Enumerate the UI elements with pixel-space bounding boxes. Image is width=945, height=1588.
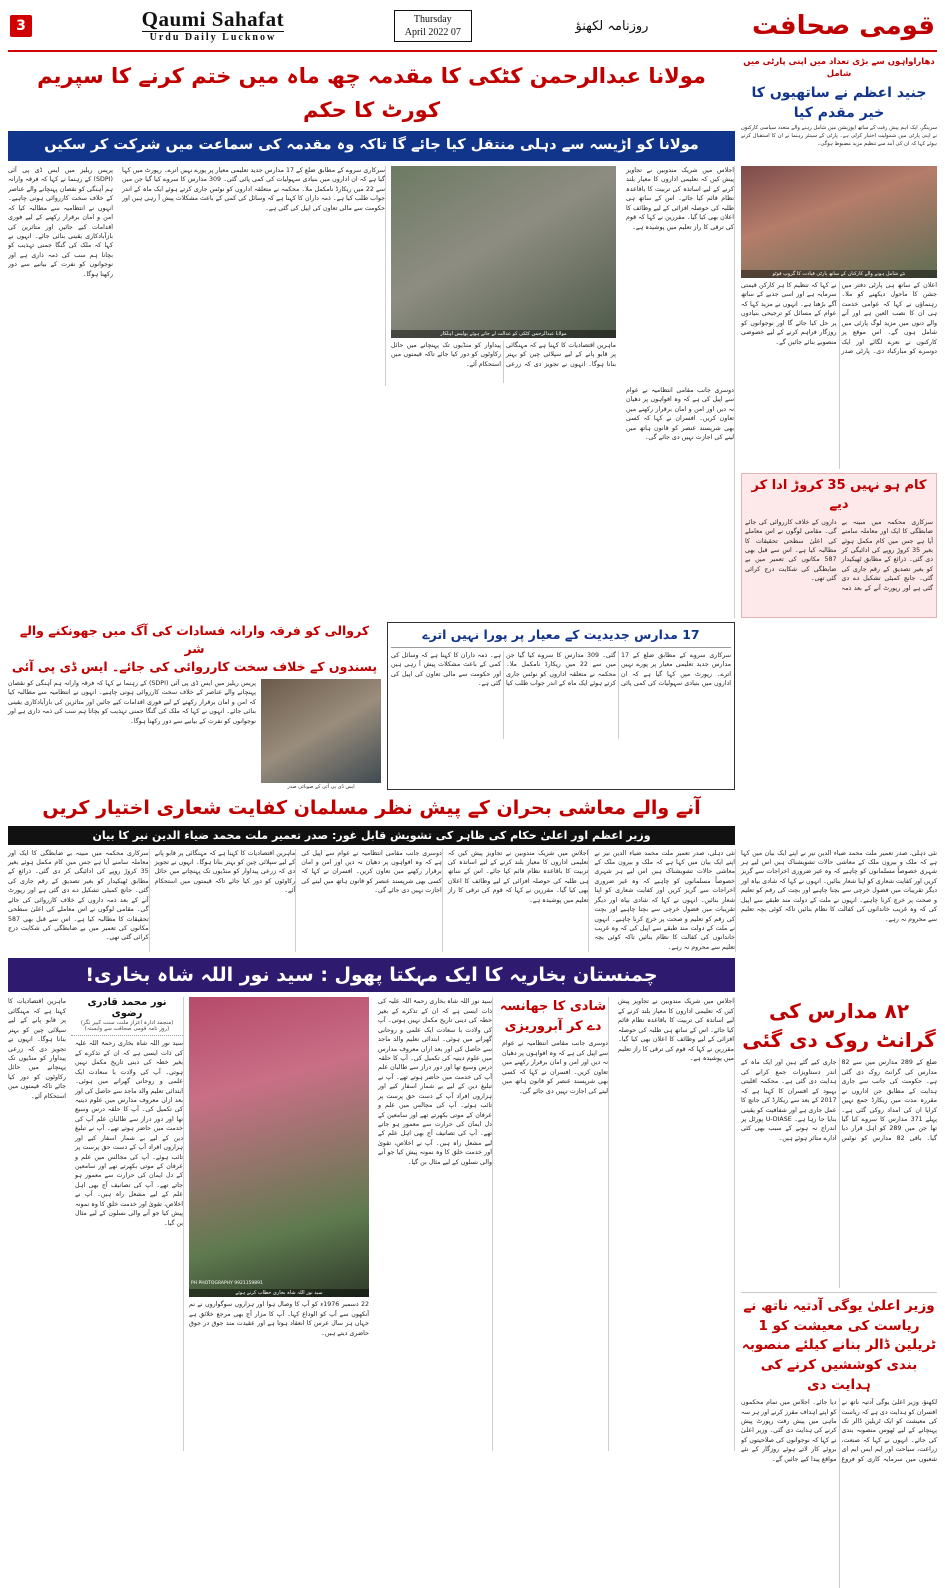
masthead-date-full: 07 April 2022 <box>404 27 461 38</box>
feature-col-6-text: اجلاس میں شریک مندوبین نے تجاویز پیش کیں کہ تعلیمی اداروں کا معیار بلند کرنے کے لیے اساتذہ کی تربیت کا باقاعدہ نظام قائم کیا جائے۔ اس کے ساتھ ہی طلبہ کی حوصلہ افزائی کے لیے وظائف کا اعلان بھی کیا گیا۔ مقررین نے کہا کہ قوم کی ترقی کا راز تعلیم میں پوشیدہ ہے۔ <box>618 998 734 1062</box>
story-economy-col-5: ماہرین اقتصادیات کا کہنا ہے کہ مہنگائی پر قابو پانے کے لیے سپلائی چین کو بہتر بنانا ہوگا۔ انہوں نے تجویز دی کہ زرعی پیداوار کو منڈیوں تک پہنچانے میں حائل رکاوٹوں کو دور کیا جائے تاکہ قیمتوں میں استحکام آئے۔ <box>155 849 297 953</box>
party-joining-photo-caption: نئے شامل ہونے والے کارکنان کے ساتھ پارٹی قیادت کا گروپ فوٹو <box>741 270 937 278</box>
story-karwali-headline-1: کروالی کو فرقہ وارانہ فسادات کی آگ میں جھونکنے والے شر <box>19 622 370 656</box>
story-economy-block <box>8 795 937 952</box>
story-crore-headline: کام ہو نہیں 35 کروڑ ادا کر دیے <box>751 477 927 512</box>
feature-col-last-text: ماہرین اقتصادیات کا کہنا ہے کہ مہنگائی پر قابو پانے کے لیے سپلائی چین کو بہتر بنانا ہوگا۔ انہوں نے تجویز دی کہ زرعی پیداوار کو منڈیوں تک پہنچانے میں حائل رکاوٹوں کو دور کیا جائے تاکہ قیمتوں میں استحکام آئے۔ <box>8 998 66 1100</box>
sdpi-leader-photo-caption: ایس ڈی پی آئی کے صوبائی صدر <box>287 784 355 790</box>
story-top-left-subtext: سرینگر، ایک اہم پیش رفت کے ساتھ اپوزیشن میں شامل رہنے والے متعدد سیاسی کارکنوں نے اپنی پارٹی میں شمولیت اختیار کرلی ہے۔ پارٹی کے سینئر رہنما نے ان کا استقبال کرتے ہوئے کہا کہ ان کی آمد سے تنظیم مزید مضبوط ہوگی۔ <box>741 125 937 147</box>
feature-col-5-text: دوسری جانب مقامی انتظامیہ نے عوام سے اپیل کی ہے کہ وہ افواہوں پر دھیان نہ دیں اور امن و امان برقرار رکھنے میں تعاون کریں۔ افسران نے کہا کہ کسی بھی شرپسند عنصر کو قانون ہاتھ میں لینے کی اجازت نہیں دی جائے گی۔ <box>502 1040 608 1095</box>
story-madaris17-box <box>387 622 735 790</box>
feature-col-4-text: سید نور اللہ شاہ بخاری رحمۃ اللہ علیہ کی ذات ایسی ہے کہ ان کے تذکرے کے بغیر خطہ کی دینی تاریخ مکمل نہیں ہوتی۔ آپ کی ولادت با سعادت ایک علمی و روحانی گھرانے میں ہوئی۔ ابتدائی تعلیم والد ماجد سے حاصل کی اور بعد ازاں معروف مدارس میں علوم دینیہ کی تکمیل کی۔ آپ کا حلقہ درس وسیع تھا اور دور دراز سے طالبان علم آپ کی خدمت میں حاضر ہوتے تھے۔ آپ نے تبلیغ دین کے لیے بے شمار اسفار کیے اور ہزاروں افراد آپ کے دست حق پرست پر تائب ہوئے۔ آپ کی مجالس میں علم و عرفان کے موتی بکھرتے تھے اور سامعین کے دل ایمان کی حرارت سے معمور ہو جاتے تھے۔ آپ کی تصانیف آج بھی اہل علم کے لیے مشعل راہ ہیں۔ آپ نے اخلاص، تقویٰ اور خدمت خلق کا وہ نمونہ پیش کیا جو آنے والی نسلوں کے لیے مثال بن گیا۔ <box>378 998 492 1166</box>
story-top-left-body: اعلان کے ساتھ ہی پارٹی دفتر میں جشن کا ماحول دیکھنے کو ملا۔ رہنماؤں نے کہا کہ عوامی خدمت ہی ان کا نصب العین ہے اور آنے والے دنوں میں مزید لوگ پارٹی میں شامل ہوں گے۔ اس موقع پر کارکنوں نے نعرے لگائے اور ایک دوسرے کو مبارکباد دی۔ پارٹی صدر نے کہا کہ تنظیم کا ہر کارکن قیمتی سرمایہ ہے اور اسی جذبے کے ساتھ آگے بڑھنا ہے۔ انہوں نے مزید کہا کہ عوام کے مسائل کو ترجیحی بنیادوں پر حل کیا جائے گا اور نوجوانوں کو روزگار فراہم کرنے کے لیے خصوصی منصوبے بنائے جائیں گے۔ <box>741 281 937 355</box>
feature-col-head-shadi: شادی کا جھانسہ دے کر آبروریزی <box>499 999 607 1034</box>
lead-body-col-4: اجلاس میں شریک مندوبین نے تجاویز پیش کیں کہ تعلیمی اداروں کا معیار بلند کرنے کے لیے اساتذہ کی تربیت کا باقاعدہ نظام قائم کیا جائے۔ اس کے ساتھ ہی طلبہ کی حوصلہ افزائی کے لیے وظائف کا اعلان بھی کیا گیا۔ مقررین نے کہا کہ قوم کی ترقی کا راز تعلیم میں پوشیدہ ہے۔ <box>626 166 734 231</box>
story-economy-col-left: نئی دہلی، صدر تعمیر ملت محمد ضیاء الدین نیر نے اپنے ایک بیان میں کہا ہے کہ ملک و بیرون ملک کے معاشی حالات تشویشناک ہیں اس لیے ہر شہری خصوصاً مسلمانوں کو چاہیے کہ وہ غیر ضروری اخراجات سے گریز کریں اور کفایت شعاری کو اپنا شعار بنائیں۔ انہوں نے کہا کہ شادی بیاہ اور دیگر تقریبات میں فضول خرچی سے بچنا چاہیے اور بچت کی رقم کو تعلیم و صحت پر خرچ کرنا چاہیے۔ انہوں نے ملت کے دولت مند طبقے سے اپیل کی کہ وہ غریب خاندانوں کی کفالت کا نظام بنائیں تاکہ کوئی بچہ تعلیم سے محروم نہ رہے۔ <box>741 849 937 923</box>
story-82-body: ضلع کے 289 مدارس میں سے 82 مدارس کی گرانٹ روک دی گئی ہے۔ حکومت کی جانب سے جاری ہدایت کے مطابق جن اداروں نے مقررہ مدت میں ریکارڈ جمع نہیں کرایا ان کی امداد روکی گئی ہے۔ پہلے 371 مدارس کا سروے کیا گیا تھا جن میں 289 کو اہل قرار دیا گیا۔ باقی 82 مدارس کو نوٹس جاری کیے گئے ہیں اور ایک ماہ کے اندر دستاویزات جمع کرانے کی ہدایت دی گئی ہے۔ محکمہ اقلیتی بہبود کے افسران کا کہنا ہے کہ 2017 کے بعد سے ریکارڈ کی جانچ کا عمل جاری ہے اور شفافیت کو یقینی بنایا جا رہا ہے۔ U-DIASE پورٹل پر اندراج نہ ہونے کے سبب بھی کئی ادارے متاثر ہوئے ہیں۔ <box>741 1059 937 1142</box>
court-escort-photo-caption: مولانا عبدالرحمن کٹکی کو عدالت لے جاتے ہوئے پولیس اہلکار <box>391 330 616 338</box>
lead-body-under-photo: ماہرین اقتصادیات کا کہنا ہے کہ مہنگائی پر قابو پانے کے لیے سپلائی چین کو بہتر بنانا ہوگا۔ انہوں نے تجویز دی کہ زرعی پیداوار کو منڈیوں تک پہنچانے میں حائل رکاوٹوں کو دور کیا جائے تاکہ قیمتوں میں استحکام آئے۔ <box>391 341 616 368</box>
feature-author-sub2: (روز نامہ قومی صحافت سے وابستہ) <box>84 1026 170 1033</box>
story-karwali-block <box>8 622 381 790</box>
story-karwali-body: پریس ریلیز میں ایس ڈی پی آئی (SDPI) کے رہنما نے کہا کہ فرقہ وارانہ ہم آہنگی کو نقصان پہنچانے والے عناصر کے خلاف سخت کارروائی ہونی چاہیے۔ انہوں نے انتظامیہ سے مطالبہ کیا کہ امن و امان برقرار رکھنے کے لیے فوری اقدامات کیے جائیں اور متاثرین کی بازآبادکاری یقینی بنائی جائے۔ انہوں نے کہا کہ ملک کی گنگا جمنی تہذیب کو بچانا ہم سب کی ذمہ داری ہے اور نوجوانوں کو نفرت کے بیانیے سے دور رکھنا ہوگا۔ <box>8 680 257 725</box>
lead-body-col-4b: دوسری جانب مقامی انتظامیہ نے عوام سے اپیل کی ہے کہ وہ افواہوں پر دھیان نہ دیں اور امن و امان برقرار رکھنے میں تعاون کریں۔ افسران نے کہا کہ کسی بھی شرپسند عنصر کو قانون ہاتھ میں لینے کی اجازت نہیں دی جائے گی۔ <box>626 386 734 442</box>
bukhari-speech-photo-caption: سید نور اللہ شاہ بخاری خطاب کرتے ہوئے <box>189 1289 369 1297</box>
feature-col-6 <box>614 997 735 1451</box>
feature-col-5 <box>498 997 609 1451</box>
story-top-left-kicker: دھاراواہوں سے بڑی تعداد میں اپنی پارٹی میں شامل <box>743 57 935 80</box>
story-economy-col-6: سرکاری محکمہ میں مبینہ بے ضابطگی کا ایک اور معاملہ سامنے آیا ہے جس میں کام مکمل ہوئے بغیر 35 کروڑ روپے کی ادائیگی کر دی گئی۔ ذرائع کے مطابق ٹھیکیدار کو بغیر تصدیق کے رقم جاری کی گئی۔ جانچ کمیٹی تشکیل دے دی گئی ہے اور رپورٹ آنے کے بعد ذمہ داروں کے خلاف کارروائی کی جائے گی۔ مقامی لوگوں نے اس معاملے کی اعلیٰ سطحی تحقیقات کا مطالبہ کیا ہے۔ اس سے قبل بھی 587 مکانوں کی تعمیر میں بے ضابطگی کی شکایت درج کرائی گئی تھی۔ <box>8 849 150 953</box>
story-cm-headline: وزیر اعلیٰ یوگی آدتیہ ناتھ نے ریاست کی معیشت کو 1 ٹریلین ڈالر بنانے کیلئے منصوبہ بندی کوششیں کرنے کی ہدایت دی <box>741 1298 937 1393</box>
masthead-brand-title: Qaumi Sahafat <box>141 7 285 32</box>
story-82-headline: ۸۲ مدارس کی گرانٹ روک دی گئی <box>742 999 936 1053</box>
masthead-brand-english <box>142 8 284 44</box>
story-karwali-headline-2: پسندوں کے خلاف سخت کارروائی کی جائے۔ ایس ڈی پی آئی <box>11 658 378 674</box>
feature-col-4 <box>374 997 493 1451</box>
photo-watermark: PH PHOTOGRAPHY 9921159891 <box>191 1281 263 1287</box>
bukhari-speech-photo <box>189 997 369 1297</box>
lead-body-col-2: سرکاری سروے کے مطابق ضلع کے 17 مدارس جدید تعلیمی معیار پر پورے نہیں اترے۔ رپورٹ میں کہا گیا ہے کہ ان اداروں میں بنیادی سہولیات کی کمی پائی گئی۔ 309 مدارس کا سروے کیا گیا جن میں سے 22 میں ریکارڈ نامکمل ملا۔ محکمہ نے متعلقہ اداروں کو نوٹس جاری کرتے ہوئے ایک ماہ کے اندر جواب طلب کیا ہے۔ ذمہ داران کا کہنا ہے کہ وسائل کی کمی کے باعث مشکلات پیش آ رہی ہیں اور حکومت سے مالی تعاون کی اپیل کی گئی ہے۔ <box>122 166 385 212</box>
story-economy-col-2: نئی دہلی، صدر تعمیر ملت محمد ضیاء الدین نیر نے اپنے ایک بیان میں کہا ہے کہ ملک و بیرون ملک کے معاشی حالات تشویشناک ہیں اس لیے ہر شہری خصوصاً مسلمانوں کو چاہیے کہ وہ غیر ضروری اخراجات سے گریز کریں اور کفایت شعاری کو اپنا شعار بنائیں۔ انہوں نے کہا کہ شادی بیاہ اور دیگر تقریبات میں فضول خرچی سے بچنا چاہیے اور بچت کی رقم کو تعلیم و صحت پر خرچ کرنا چاہیے۔ انہوں نے ملت کے دولت مند طبقے سے اپیل کی کہ وہ غریب خاندانوں کی کفالت کا نظام بنائیں تاکہ کوئی بچہ تعلیم سے محروم نہ رہے۔ <box>594 849 735 951</box>
masthead-date-day: Thursday <box>413 14 452 25</box>
story-crore-box <box>741 473 937 618</box>
story-economy-col-3: اجلاس میں شریک مندوبین نے تجاویز پیش کیں کہ تعلیمی اداروں کا معیار بلند کرنے کے لیے اساتذہ کی تربیت کا باقاعدہ نظام قائم کیا جائے۔ اس کے ساتھ ہی طلبہ کی حوصلہ افزائی کے لیے وظائف کا اعلان بھی کیا گیا۔ مقررین نے کہا کہ قوم کی ترقی کا راز تعلیم میں پوشیدہ ہے۔ <box>448 849 590 953</box>
story-madaris17-body2: سرکاری سروے کے مطابق ضلع کے 17 مدارس جدید تعلیمی معیار پر پورے نہیں اترے۔ رپورٹ میں کہا گیا ہے کہ ان اداروں میں بنیادی سہولیات کی کمی پائی گئی۔ 309 مدارس کا سروے کیا گیا جن میں سے 22 میں ریکارڈ نامکمل ملا۔ محکمہ نے متعلقہ اداروں کو نوٹس جاری کرتے ہوئے ایک ماہ کے اندر جواب طلب کیا ہے۔ ذمہ داران کا کہنا ہے کہ وسائل کی کمی کے باعث مشکلات پیش آ رہی ہیں اور حکومت سے مالی تعاون کی اپیل کی گئی ہے۔ <box>391 651 731 688</box>
sdpi-leader-photo <box>261 679 381 783</box>
feature-col-last <box>8 997 66 1451</box>
feature-author-sub: (منجمد ادارہ اعزاز ملت، سنت کبیر نگر) <box>80 1020 174 1027</box>
story-madaris17-headline: 17 مدارس جدیدیت کے معیار پر پورا نہیں اترے <box>422 626 700 642</box>
masthead-roznama: روزنامہ لکھنؤ <box>575 18 649 34</box>
divider <box>71 1035 183 1036</box>
story-economy-byline: وزیر اعظم اور اعلیٰ حکام کی ظاہر کی تشویش قابل غور: صدر تعمیر ملت محمد ضیاء الدین نیر کا بیان <box>8 826 735 845</box>
feature-title-band: چمنستان بخاریہ کا ایک مہکتا پھول : سید نور اللہ شاہ بخاری! <box>8 958 735 992</box>
lead-headline: مولانا عبدالرحمن کٹکی کا مقدمہ چھ ماہ میں ختم کرنے کا سپریم کورٹ کا حکم <box>37 64 706 122</box>
divider <box>391 647 731 648</box>
lead-subhead: مولانا کو اڑیسہ سے دہلی منتقل کیا جائے گا تاکہ وہ مقدمہ کی سماعت میں شرکت کر سکیں <box>8 131 735 161</box>
feature-author-col-text: سید نور اللہ شاہ بخاری رحمۃ اللہ علیہ کی ذات ایسی ہے کہ ان کے تذکرے کے بغیر خطہ کی دینی تاریخ مکمل نہیں ہوتی۔ آپ کی ولادت با سعادت ایک علمی و روحانی گھرانے میں ہوئی۔ ابتدائی تعلیم والد ماجد سے حاصل کی اور بعد ازاں معروف مدارس میں علوم دینیہ کی تکمیل کی۔ آپ کا حلقہ درس وسیع تھا اور دور دراز سے طالبان علم آپ کی خدمت میں حاضر ہوتے تھے۔ آپ نے تبلیغ دین کے لیے بے شمار اسفار کیے اور ہزاروں افراد آپ کے دست حق پرست پر تائب ہوئے۔ آپ کی مجالس میں علم و عرفان کے موتی بکھرتے تھے اور سامعین کے دل ایمان کی حرارت سے معمور ہو جاتے تھے۔ آپ کی تصانیف آج بھی اہل علم کے لیے مشعل راہ ہیں۔ آپ نے اخلاص، تقویٰ اور خدمت خلق کا وہ نمونہ پیش کیا جو آنے والی نسلوں کے لیے مثال بن گیا۔ <box>75 1040 183 1227</box>
masthead-brand-urdu: قومی صحافت <box>752 11 935 41</box>
masthead-brand-sub: Urdu Daily Lucknow <box>149 32 277 44</box>
story-crore-body: سرکاری محکمہ میں مبینہ بے ضابطگی کا ایک اور معاملہ سامنے آیا ہے جس میں کام مکمل ہوئے بغیر 35 کروڑ روپے کی ادائیگی کر دی گئی۔ ذرائع کے مطابق ٹھیکیدار کو بغیر تصدیق کے رقم جاری کی گئی۔ جانچ کمیٹی تشکیل دے دی گئی ہے اور رپورٹ آنے کے بعد ذمہ داروں کے خلاف کارروائی کی جائے گی۔ مقامی لوگوں نے اس معاملے کی اعلیٰ سطحی تحقیقات کا مطالبہ کیا ہے۔ اس سے قبل بھی 587 مکانوں کی تعمیر میں بے ضابطگی کی شکایت درج کرائی گئی تھی۔ <box>745 518 933 592</box>
story-economy-headline: آنے والے معاشی بحران کے پیش نظر مسلمان کفایت شعاری اختیار کریں <box>42 797 701 819</box>
masthead-date <box>394 10 472 42</box>
feature-photo-col-text: 22 دسمبر 1976ء کو آپ کا وصال ہوا اور ہزاروں سوگواروں نے نم آنکھوں سے آپ کو الوداع کہا۔ آپ کا مزار آج بھی مرجع خلائق ہے جہاں ہر سال عرس کا انعقاد ہوتا ہے اور عقیدت مند جوق در جوق حاضری دیتے ہیں۔ <box>189 1301 369 1337</box>
divider <box>741 1292 937 1293</box>
lead-body-col-1: پریس ریلیز میں ایس ڈی پی آئی (SDPI) کے رہنما نے کہا کہ فرقہ وارانہ ہم آہنگی کو نقصان پہنچانے والے عناصر کے خلاف سخت کارروائی ہونی چاہیے۔ انہوں نے انتظامیہ سے مطالبہ کیا کہ امن و امان برقرار رکھنے کے لیے فوری اقدامات کیے جائیں اور متاثرین کی بازآبادکاری یقینی بنائی جائے۔ انہوں نے کہا کہ ملک کی گنگا جمنی تہذیب کو بچانا ہم سب کی ذمہ داری ہے اور نوجوانوں کو نفرت کے بیانیے سے دور رکھنا ہوگا۔ <box>8 166 113 278</box>
feature-photo-column <box>189 997 369 1451</box>
court-escort-photo <box>391 166 616 338</box>
masthead <box>8 6 937 52</box>
page-number-badge: 3 <box>10 15 32 37</box>
party-joining-photo <box>741 166 937 278</box>
story-cm-body: لکھنؤ، وزیر اعلیٰ یوگی آدتیہ ناتھ نے افسران کو ہدایت دی ہے کہ ریاست کی معیشت کو ایک ٹریلین ڈالر تک پہنچانے کے لیے ٹھوس منصوبہ بندی کی جائے۔ انہوں نے کہا کہ صنعت، زراعت، سیاحت اور ایم ایس ایم ای شعبوں میں سرمایہ کاری کو فروغ دیا جائے۔ اجلاس میں تمام محکموں کو اپنے اہداف مقرر کرنے اور ہر سہ ماہی میں پیش رفت رپورٹ پیش کرنے کی ہدایت دی گئی۔ وزیر اعلیٰ نے کہا کہ نوجوانوں کی صلاحیتوں کو بروئے کار لاتے ہوئے روزگار کے نئے مواقع پیدا کیے جائیں گے۔ <box>741 1399 937 1463</box>
story-top-left-headline: جنید اعظم نے ساتھیوں کا خیر مقدم کیا <box>751 84 927 121</box>
story-economy-col-4: دوسری جانب مقامی انتظامیہ نے عوام سے اپیل کی ہے کہ وہ افواہوں پر دھیان نہ دیں اور امن و امان برقرار رکھنے میں تعاون کریں۔ افسران نے کہا کہ کسی بھی شرپسند عنصر کو قانون ہاتھ میں لینے کی اجازت نہیں دی جائے گی۔ <box>301 849 443 953</box>
feature-col-author <box>71 997 184 1451</box>
left-bottom-column <box>741 997 937 1588</box>
feature-author-name: نور محمد قادری رضوی <box>87 997 167 1020</box>
